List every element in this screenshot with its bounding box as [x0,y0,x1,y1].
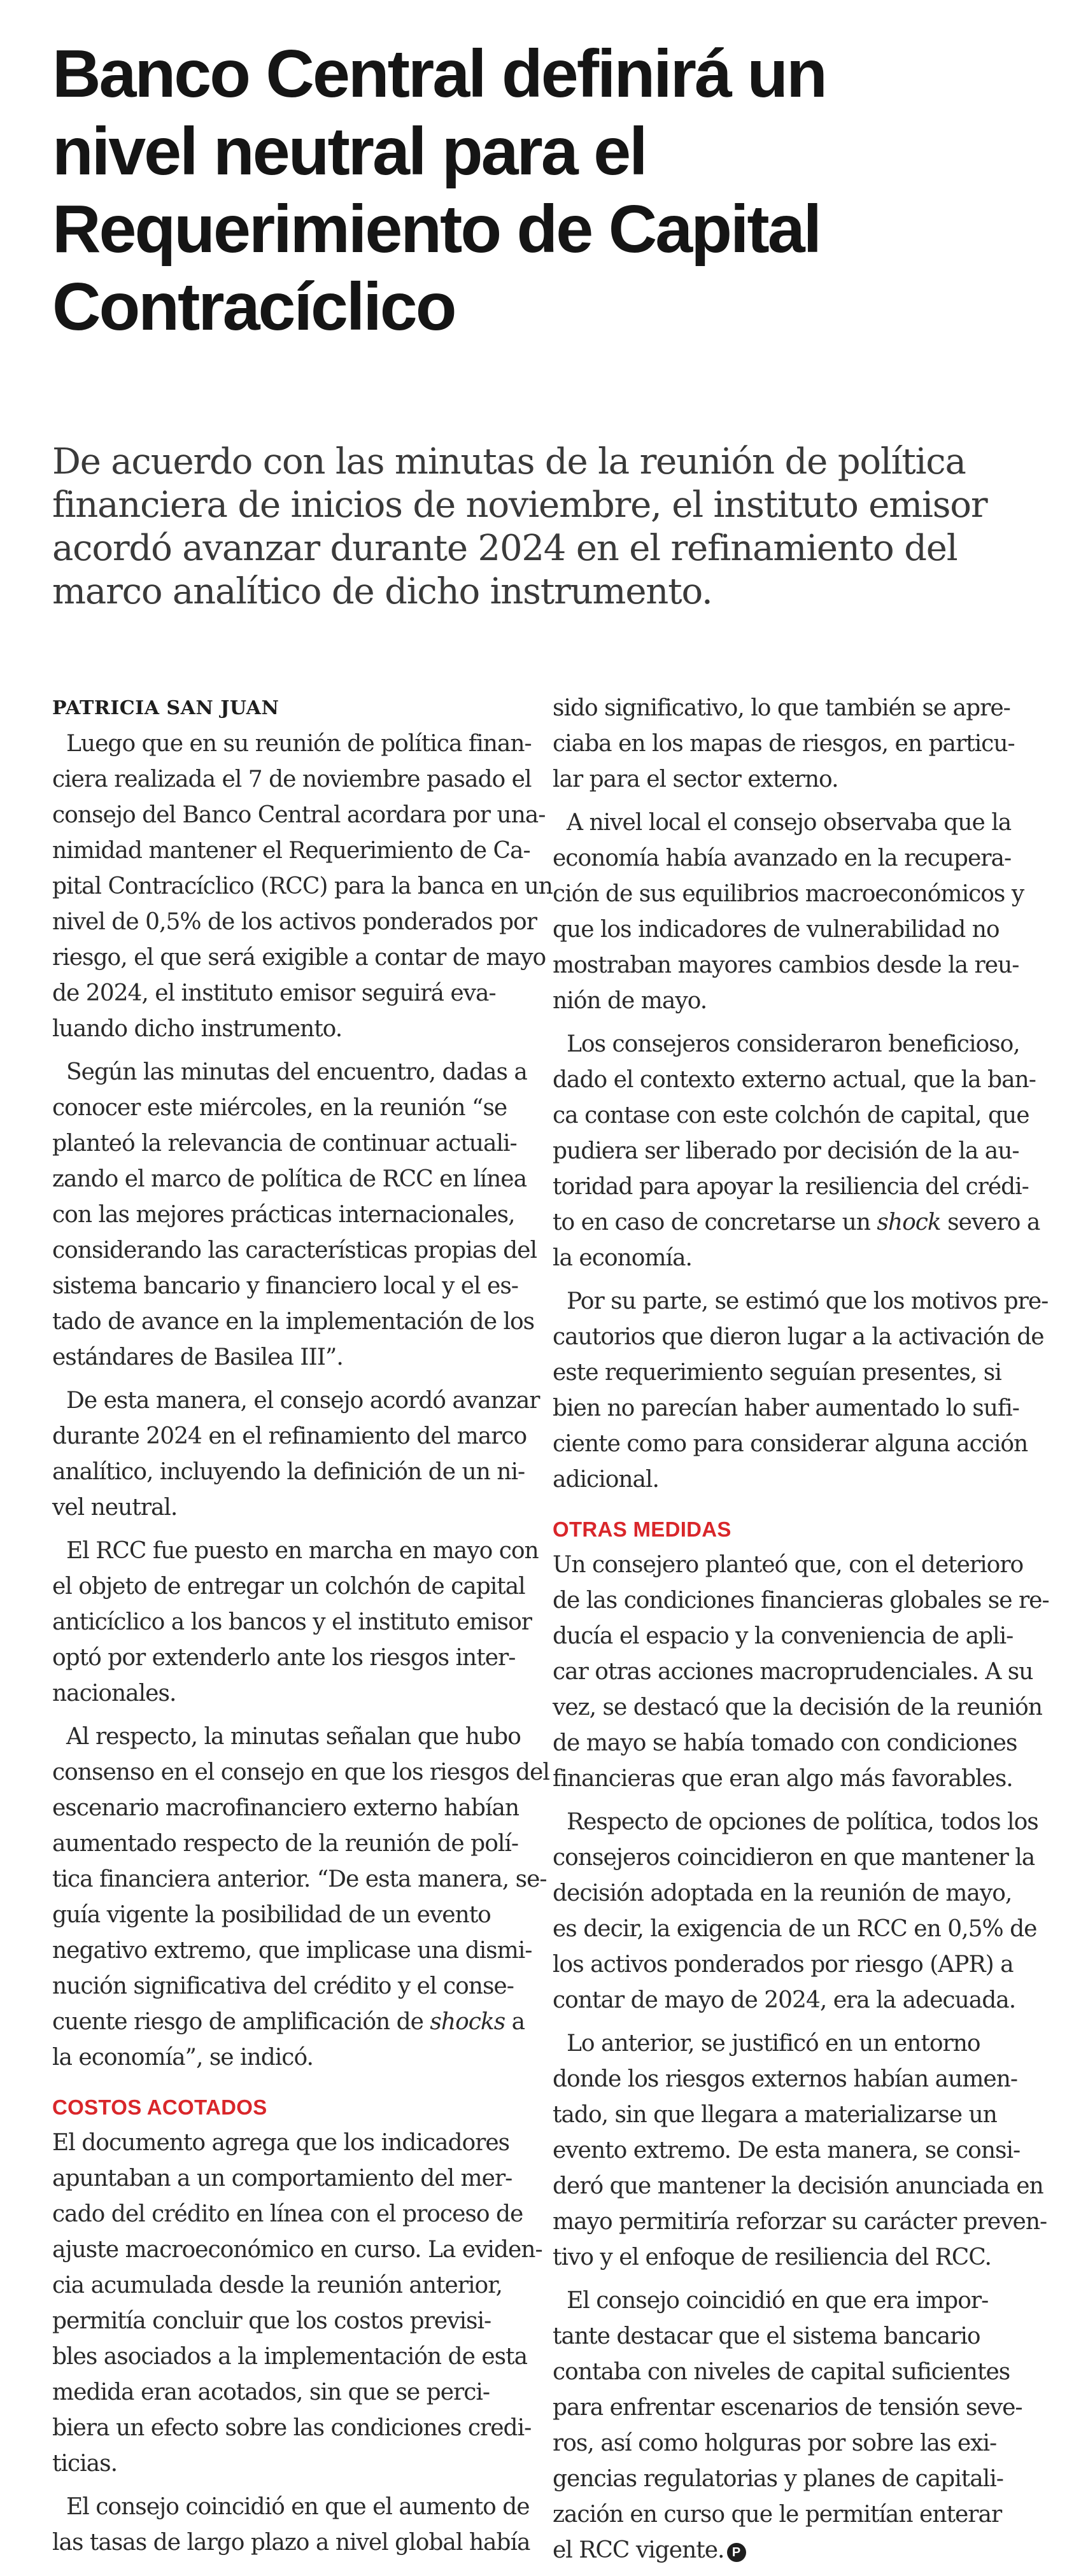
text-fragment: el RCC vigente. [553,2537,724,2563]
section-subhead: OTRAS MEDIDAS [553,1517,731,1541]
text-line: ciaba en los mapas de riesgos, en particu- [553,731,1015,757]
text-line: ajuste macroeconómico en curso. La eviden- [52,2237,542,2263]
text-line: durante 2024 en el refinamiento del marco [52,1423,527,1449]
text-line: decisión adoptada en la reunión de mayo, [553,1880,1012,1906]
text-fragment: cuente riesgo de amplificación de [52,2009,430,2035]
text-line: guía vigente la posibilidad de un evento [52,1902,491,1928]
text-line: bien no parecían haber aumentado lo sufi- [553,1395,1019,1421]
text-line: Por su parte, se estimó que los motivos pre- [567,1288,1049,1314]
text-fragment: severo a [940,1209,1040,1235]
text-line: Lo anterior, se justificó en un entorno [567,2031,980,2057]
text-line: economía había avanzado en la recupera- [553,845,1012,871]
text-line: tado de avance en la implementación de los [52,1309,535,1335]
text-line: cado del crédito en línea con el proceso de [52,2201,523,2227]
text-line: donde los riesgos externos habían aumen- [553,2066,1018,2092]
paragraph [553,1805,1036,2018]
text-line: pudiera ser liberado por decisión de la au- [553,1138,1019,1164]
headline-line: Banco Central definirá un [52,36,826,111]
text-line: negativo extremo, que implicase una dismi- [52,1938,532,1964]
text-line: cia acumulada desde la reunión anterior, [52,2272,502,2298]
text-line: El consejo coincidió en que el aumento de [66,2494,530,2520]
left-column [52,691,553,2568]
paragraph [52,1055,537,1376]
text-line: zando el marco de política de RCC en línea [52,1166,527,1192]
text-line: ticias. [52,2451,118,2477]
byline: PATRICIA SAN JUAN [52,697,279,719]
text-line: consejo del Banco Central acordara por una- [52,802,546,828]
text-line: este requerimiento seguían presentes, si [553,1360,1001,1386]
text-line: ros, así como holguras por sobre las exi- [553,2430,997,2456]
paragraph [553,2026,1047,2276]
text-line: A nivel local el consejo observaba que la [567,810,1012,836]
text-line: Los consejeros consideraron beneficioso, [567,1031,1020,1057]
text-line: apuntaban a un comportamiento del mer- [52,2165,512,2192]
text-line: consenso en el consejo en que los riesgos del [52,1759,549,1785]
text-line: ciente como para considerar alguna acción [553,1431,1028,1457]
headline-line: Contracíclico [52,269,455,344]
text-line: anticíclico a los bancos y el instituto emisor [52,1609,532,1635]
text-line: es decir, la exigencia de un RCC en 0,5% de [553,1916,1037,1942]
text-line: escenario macrofinanciero externo habían [52,1795,519,1821]
text-line: aumentado respecto de la reunión de polí- [52,1831,519,1857]
deck-line: marco analítico de dicho instrumento. [52,571,712,612]
text-fragment: to en caso de concretarse un [553,1209,877,1235]
text-line: El consejo coincidió en que era impor- [567,2288,989,2314]
italic-term: shocks [430,2009,505,2035]
text-line: dado el contexto externo actual, que la ban- [553,1067,1036,1093]
text-line: zación en curso que le permitían enterar [553,2502,1002,2528]
text-line: deró que mantener la decisión anunciada en [553,2173,1043,2199]
text-line: pital Contracíclico (RCC) para la banca en un [52,873,553,899]
end-mark-icon: P [727,2543,746,2562]
text-line: luando dicho instrumento. [52,1016,343,1042]
text-line: mostraban mayores cambios desde la reu- [553,952,1019,978]
text-line: estándares de Basilea III”. [52,1344,343,1370]
text-line: la economía”, se indicó. [52,2045,313,2071]
text-line: El RCC fue puesto en marcha en mayo con [66,1538,539,1564]
text-line: ción de sus equilibrios macroeconómicos y [553,881,1024,907]
text-line: nimidad mantener el Requerimiento de Ca- [52,838,530,864]
paragraph [553,1027,1040,1276]
text-line: analítico, incluyendo la definición de un ni- [52,1459,525,1485]
paragraph [52,1719,549,2076]
paragraph [52,1533,539,1712]
text-line [52,2004,530,2040]
paragraph [52,2489,530,2561]
headline-line: nivel neutral para el [52,114,646,189]
text-line: cautorios que dieron lugar a la activación de [553,1324,1044,1350]
text-line [553,1205,1040,1241]
deck-line: financiera de inicios de noviembre, el instituto emisor [52,484,987,526]
paragraph [52,2125,542,2482]
text-line: sistema bancario y financiero local y el es- [52,1273,518,1299]
text-line: de las condiciones financieras globales se re- [553,1587,1049,1614]
text-line: tica financiera anterior. “De esta manera, se- [52,1866,547,1892]
text-line: para enfrentar escenarios de tensión seve- [553,2395,1022,2421]
text-line: de 2024, el instituto emisor seguirá eva- [52,980,496,1006]
text-line: nución significativa del crédito y el conse- [52,1973,514,1999]
paragraph [52,726,553,1047]
text-line: contar de mayo de 2024, era la adecuada. [553,1987,1016,2013]
text-line [553,2533,1036,2568]
text-fragment: a [505,2009,525,2035]
text-line: riesgo, el que será exigible a contar de mayo [52,945,546,971]
text-line: lar para el sector externo. [553,766,838,792]
text-line: evento extremo. De esta manera, se consi- [553,2137,1021,2164]
deck-line: acordó avanzar durante 2024 en el refinamiento del [52,528,957,569]
text-line: ca contase con este colchón de capital, que [553,1102,1029,1129]
headline [52,35,1033,346]
text-line: consejeros coincidieron en que mantener la [553,1845,1035,1871]
text-line: Luego que en su reunión de política finan- [66,731,532,757]
text-line: biera un efecto sobre las condiciones credi- [52,2415,532,2441]
section-subhead: COSTOS ACOTADOS [52,2095,267,2119]
text-line: la economía. [553,1245,692,1271]
text-line: tivo y el enfoque de resiliencia del RCC. [553,2244,992,2270]
text-line: Según las minutas del encuentro, dadas a [66,1059,527,1085]
paragraph [553,691,1036,798]
text-line: bles asociados a la implementación de esta [52,2344,528,2370]
text-line: de mayo se había tomado con condiciones [553,1730,1017,1756]
text-line: tante destacar que el sistema bancario [553,2323,980,2349]
text-line: considerando las características propias del [52,1237,537,1263]
text-line: planteó la relevancia de continuar actuali- [52,1130,517,1157]
text-line: permitía concluir que los costos previsi- [52,2308,491,2334]
italic-term: shock [877,1209,941,1235]
text-line: los activos ponderados por riesgo (APR) a [553,1952,1014,1978]
text-line: nacionales. [52,1680,176,1707]
text-line: tado, sin que llegara a materializarse un [553,2102,997,2128]
text-line: car otras acciones macroprudenciales. A su [553,1659,1033,1685]
text-line: adicional. [553,1467,659,1493]
text-line: ciera realizada el 7 de noviembre pasado el [52,766,532,792]
text-line: nión de mayo. [553,988,707,1014]
text-line: Un consejero planteó que, con el deterioro [553,1552,1024,1578]
text-line: De esta manera, el consejo acordó avanzar [66,1388,540,1414]
text-line: El documento agrega que los indicadores [52,2130,510,2156]
text-line: vez, se destacó que la decisión de la reunión [553,1694,1042,1721]
right-column [553,691,1049,2576]
text-line: las tasas de largo plazo a nivel global había [52,2530,530,2556]
text-line: optó por extenderlo ante los riesgos inter- [52,1645,516,1671]
text-line: mayo permitiría reforzar su carácter preven- [553,2209,1047,2235]
text-line: toridad para apoyar la resiliencia del crédi- [553,1174,1029,1200]
text-line: medida eran acotados, sin que se perci- [52,2379,490,2405]
deck [52,440,1045,614]
paragraph [553,1547,1049,1797]
text-line: gencias regulatorias y planes de capitali- [553,2466,1003,2492]
text-line: que los indicadores de vulnerabilidad no [553,917,1000,943]
text-line: con las mejores prácticas internacionales, [52,1202,515,1228]
text-line: ducía el espacio y la conveniencia de apli- [553,1623,1014,1649]
text-line: sido significativo, lo que también se apre- [553,695,1010,721]
paragraph [553,2283,1036,2568]
paragraph [553,805,1036,1019]
deck-line: De acuerdo con las minutas de la reunión de política [52,441,966,482]
paragraph [52,1383,540,1526]
paragraph [553,1284,1049,1498]
text-line: Respecto de opciones de política, todos los [567,1809,1038,1835]
text-line: nivel de 0,5% de los activos ponderados por [52,909,537,935]
text-line: financieras que eran algo más favorables. [553,1766,1013,1792]
text-line: el objeto de entregar un colchón de capital [52,1573,525,1600]
text-line: vel neutral. [52,1495,178,1521]
text-line: Al respecto, la minutas señalan que hubo [66,1724,521,1750]
text-line: contaba con niveles de capital suficientes [553,2359,1010,2385]
text-line: conocer este miércoles, en la reunión “se [52,1095,507,1121]
headline-line: Requerimiento de Capital [52,192,821,267]
